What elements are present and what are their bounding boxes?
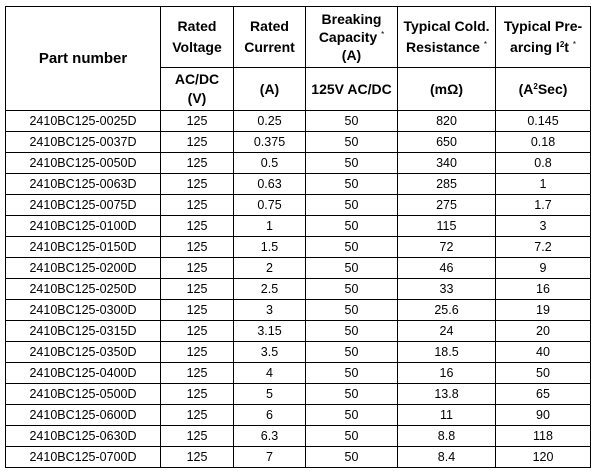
cold-resistance-cell: 285	[398, 174, 496, 195]
prearcing-cell: 65	[496, 384, 591, 405]
breaking-capacity-cell: 50	[306, 405, 398, 426]
footnote-asterisk: *	[572, 40, 576, 49]
rated-current-header	[234, 7, 306, 68]
superscript-2: 2	[533, 81, 538, 91]
prearcing-cell: 1.7	[496, 195, 591, 216]
table-row	[6, 174, 591, 195]
rated-voltage-cell: 125	[161, 132, 234, 153]
cold-resistance-cell: 340	[398, 153, 496, 174]
rated-voltage-cell: 125	[161, 216, 234, 237]
breaking-capacity-cell: 50	[306, 111, 398, 132]
part-number-header: Part number	[6, 7, 161, 111]
breaking-capacity-cell: 50	[306, 132, 398, 153]
table-row	[6, 363, 591, 384]
part-number-cell: 2410BC125-0350D	[6, 342, 161, 363]
prearcing-t: t	[564, 39, 569, 55]
rated-current-line-2: Current	[244, 39, 295, 55]
footnote-asterisk: *	[381, 30, 385, 39]
part-number-cell: 2410BC125-0315D	[6, 321, 161, 342]
prearcing-cell: 118	[496, 426, 591, 447]
voltage-unit-line-2: (V)	[187, 90, 207, 106]
resistance-unit: (mΩ)	[398, 68, 496, 111]
cold-resistance-cell: 16	[398, 363, 496, 384]
rated-voltage-cell: 125	[161, 426, 234, 447]
table-row	[6, 342, 591, 363]
part-number-cell: 2410BC125-0250D	[6, 279, 161, 300]
prearcing-cell: 3	[496, 216, 591, 237]
part-number-cell: 2410BC125-0200D	[6, 258, 161, 279]
prearcing-unit-a: (A	[518, 80, 534, 97]
part-number-cell: 2410BC125-0025D	[6, 111, 161, 132]
part-number-cell: 2410BC125-0300D	[6, 300, 161, 321]
rated-voltage-cell: 125	[161, 258, 234, 279]
part-number-cell: 2410BC125-0075D	[6, 195, 161, 216]
rated-voltage-cell: 125	[161, 237, 234, 258]
superscript-2: 2	[559, 40, 565, 49]
cold-resistance-cell: 24	[398, 321, 496, 342]
table-row	[6, 321, 591, 342]
table-body	[6, 111, 591, 468]
table-row	[6, 426, 591, 447]
rated-current-cell: 3.15	[234, 321, 306, 342]
part-number-cell: 2410BC125-0150D	[6, 237, 161, 258]
cold-resistance-cell: 275	[398, 195, 496, 216]
breaking-capacity-cell: 50	[306, 279, 398, 300]
table-row	[6, 153, 591, 174]
part-number-cell: 2410BC125-0500D	[6, 384, 161, 405]
prearcing-cell: 120	[496, 447, 591, 468]
rated-current-cell: 4	[234, 363, 306, 384]
cold-resistance-cell: 11	[398, 405, 496, 426]
header-row	[6, 7, 591, 68]
prearcing-cell: 0.145	[496, 111, 591, 132]
rated-voltage-cell: 125	[161, 447, 234, 468]
table-row	[6, 405, 591, 426]
part-number-cell: 2410BC125-0037D	[6, 132, 161, 153]
table-row	[6, 279, 591, 300]
table-row	[6, 300, 591, 321]
cold-resistance-cell: 8.8	[398, 426, 496, 447]
footnote-asterisk: *	[483, 40, 487, 49]
breaking-capacity-cell: 50	[306, 321, 398, 342]
rated-voltage-cell: 125	[161, 153, 234, 174]
rated-current-cell: 7	[234, 447, 306, 468]
part-number-cell: 2410BC125-0700D	[6, 447, 161, 468]
breaking-capacity-line-3: (A)	[341, 47, 362, 63]
cold-resistance-line-1: Typical Cold.	[403, 18, 490, 34]
prearcing-line-1: Typical Pre-	[503, 18, 583, 34]
table-row	[6, 237, 591, 258]
rated-current-cell: 0.25	[234, 111, 306, 132]
breaking-capacity-line-2: Capacity	[318, 29, 378, 45]
prearcing-line-2: arcing I	[510, 39, 560, 55]
prearcing-unit-sec: Sec)	[537, 80, 568, 97]
rated-current-cell: 3.5	[234, 342, 306, 363]
rated-voltage-cell: 125	[161, 342, 234, 363]
rated-current-line-1: Rated	[250, 18, 289, 34]
prearcing-cell: 50	[496, 363, 591, 384]
rated-current-cell: 0.375	[234, 132, 306, 153]
breaking-capacity-cell: 50	[306, 258, 398, 279]
table-row	[6, 111, 591, 132]
prearcing-cell: 1	[496, 174, 591, 195]
cold-resistance-cell: 115	[398, 216, 496, 237]
prearcing-cell: 20	[496, 321, 591, 342]
cold-resistance-cell: 8.4	[398, 447, 496, 468]
part-number-cell: 2410BC125-0100D	[6, 216, 161, 237]
rated-voltage-line-2: Voltage	[172, 39, 222, 55]
fuse-specifications-table	[5, 6, 591, 468]
cold-resistance-cell: 13.8	[398, 384, 496, 405]
prearcing-cell: 7.2	[496, 237, 591, 258]
breaking-capacity-header	[306, 7, 398, 68]
breaking-capacity-cell: 50	[306, 384, 398, 405]
cold-resistance-cell: 18.5	[398, 342, 496, 363]
table-row	[6, 216, 591, 237]
breaking-capacity-cell: 50	[306, 237, 398, 258]
rated-current-cell: 1	[234, 216, 306, 237]
prearcing-unit	[496, 68, 591, 111]
rated-current-cell: 6	[234, 405, 306, 426]
cold-resistance-cell: 46	[398, 258, 496, 279]
part-number-cell: 2410BC125-0063D	[6, 174, 161, 195]
breaking-capacity-cell: 50	[306, 426, 398, 447]
part-number-cell: 2410BC125-0400D	[6, 363, 161, 384]
table-row	[6, 195, 591, 216]
part-number-cell: 2410BC125-0630D	[6, 426, 161, 447]
rated-current-cell: 6.3	[234, 426, 306, 447]
rated-voltage-header	[161, 7, 234, 68]
prearcing-header	[496, 7, 591, 68]
rated-voltage-cell: 125	[161, 384, 234, 405]
rated-voltage-cell: 125	[161, 300, 234, 321]
table-row	[6, 258, 591, 279]
rated-voltage-line-1: Rated	[177, 18, 217, 34]
rated-voltage-cell: 125	[161, 195, 234, 216]
breaking-unit: 125V AC/DC	[306, 68, 398, 111]
rated-voltage-cell: 125	[161, 111, 234, 132]
cold-resistance-line-2: Resistance	[406, 39, 480, 55]
rated-voltage-cell: 125	[161, 405, 234, 426]
cold-resistance-cell: 25.6	[398, 300, 496, 321]
prearcing-cell: 0.8	[496, 153, 591, 174]
cold-resistance-cell: 650	[398, 132, 496, 153]
cold-resistance-cell: 820	[398, 111, 496, 132]
rated-voltage-cell: 125	[161, 279, 234, 300]
current-unit: (A)	[234, 68, 306, 111]
breaking-capacity-cell: 50	[306, 216, 398, 237]
breaking-capacity-cell: 50	[306, 447, 398, 468]
table-row	[6, 447, 591, 468]
breaking-capacity-cell: 50	[306, 363, 398, 384]
prearcing-cell: 16	[496, 279, 591, 300]
rated-voltage-cell: 125	[161, 363, 234, 384]
rated-current-cell: 5	[234, 384, 306, 405]
breaking-capacity-cell: 50	[306, 300, 398, 321]
breaking-capacity-cell: 50	[306, 153, 398, 174]
rated-current-cell: 2	[234, 258, 306, 279]
prearcing-cell: 0.18	[496, 132, 591, 153]
rated-voltage-cell: 125	[161, 321, 234, 342]
rated-current-cell: 1.5	[234, 237, 306, 258]
part-number-cell: 2410BC125-0600D	[6, 405, 161, 426]
voltage-unit	[161, 68, 234, 111]
breaking-capacity-cell: 50	[306, 174, 398, 195]
prearcing-cell: 9	[496, 258, 591, 279]
rated-current-cell: 3	[234, 300, 306, 321]
cold-resistance-cell: 33	[398, 279, 496, 300]
rated-voltage-cell: 125	[161, 174, 234, 195]
part-number-cell: 2410BC125-0050D	[6, 153, 161, 174]
rated-current-cell: 0.63	[234, 174, 306, 195]
prearcing-cell: 40	[496, 342, 591, 363]
rated-current-cell: 0.75	[234, 195, 306, 216]
cold-resistance-cell: 72	[398, 237, 496, 258]
table-row	[6, 132, 591, 153]
voltage-unit-line-1: AC/DC	[174, 71, 220, 87]
rated-current-cell: 0.5	[234, 153, 306, 174]
table-row	[6, 384, 591, 405]
prearcing-cell: 19	[496, 300, 591, 321]
cold-resistance-header	[398, 7, 496, 68]
breaking-capacity-cell: 50	[306, 195, 398, 216]
prearcing-cell: 90	[496, 405, 591, 426]
breaking-capacity-cell: 50	[306, 342, 398, 363]
rated-current-cell: 2.5	[234, 279, 306, 300]
breaking-capacity-line-1: Breaking	[321, 11, 382, 27]
